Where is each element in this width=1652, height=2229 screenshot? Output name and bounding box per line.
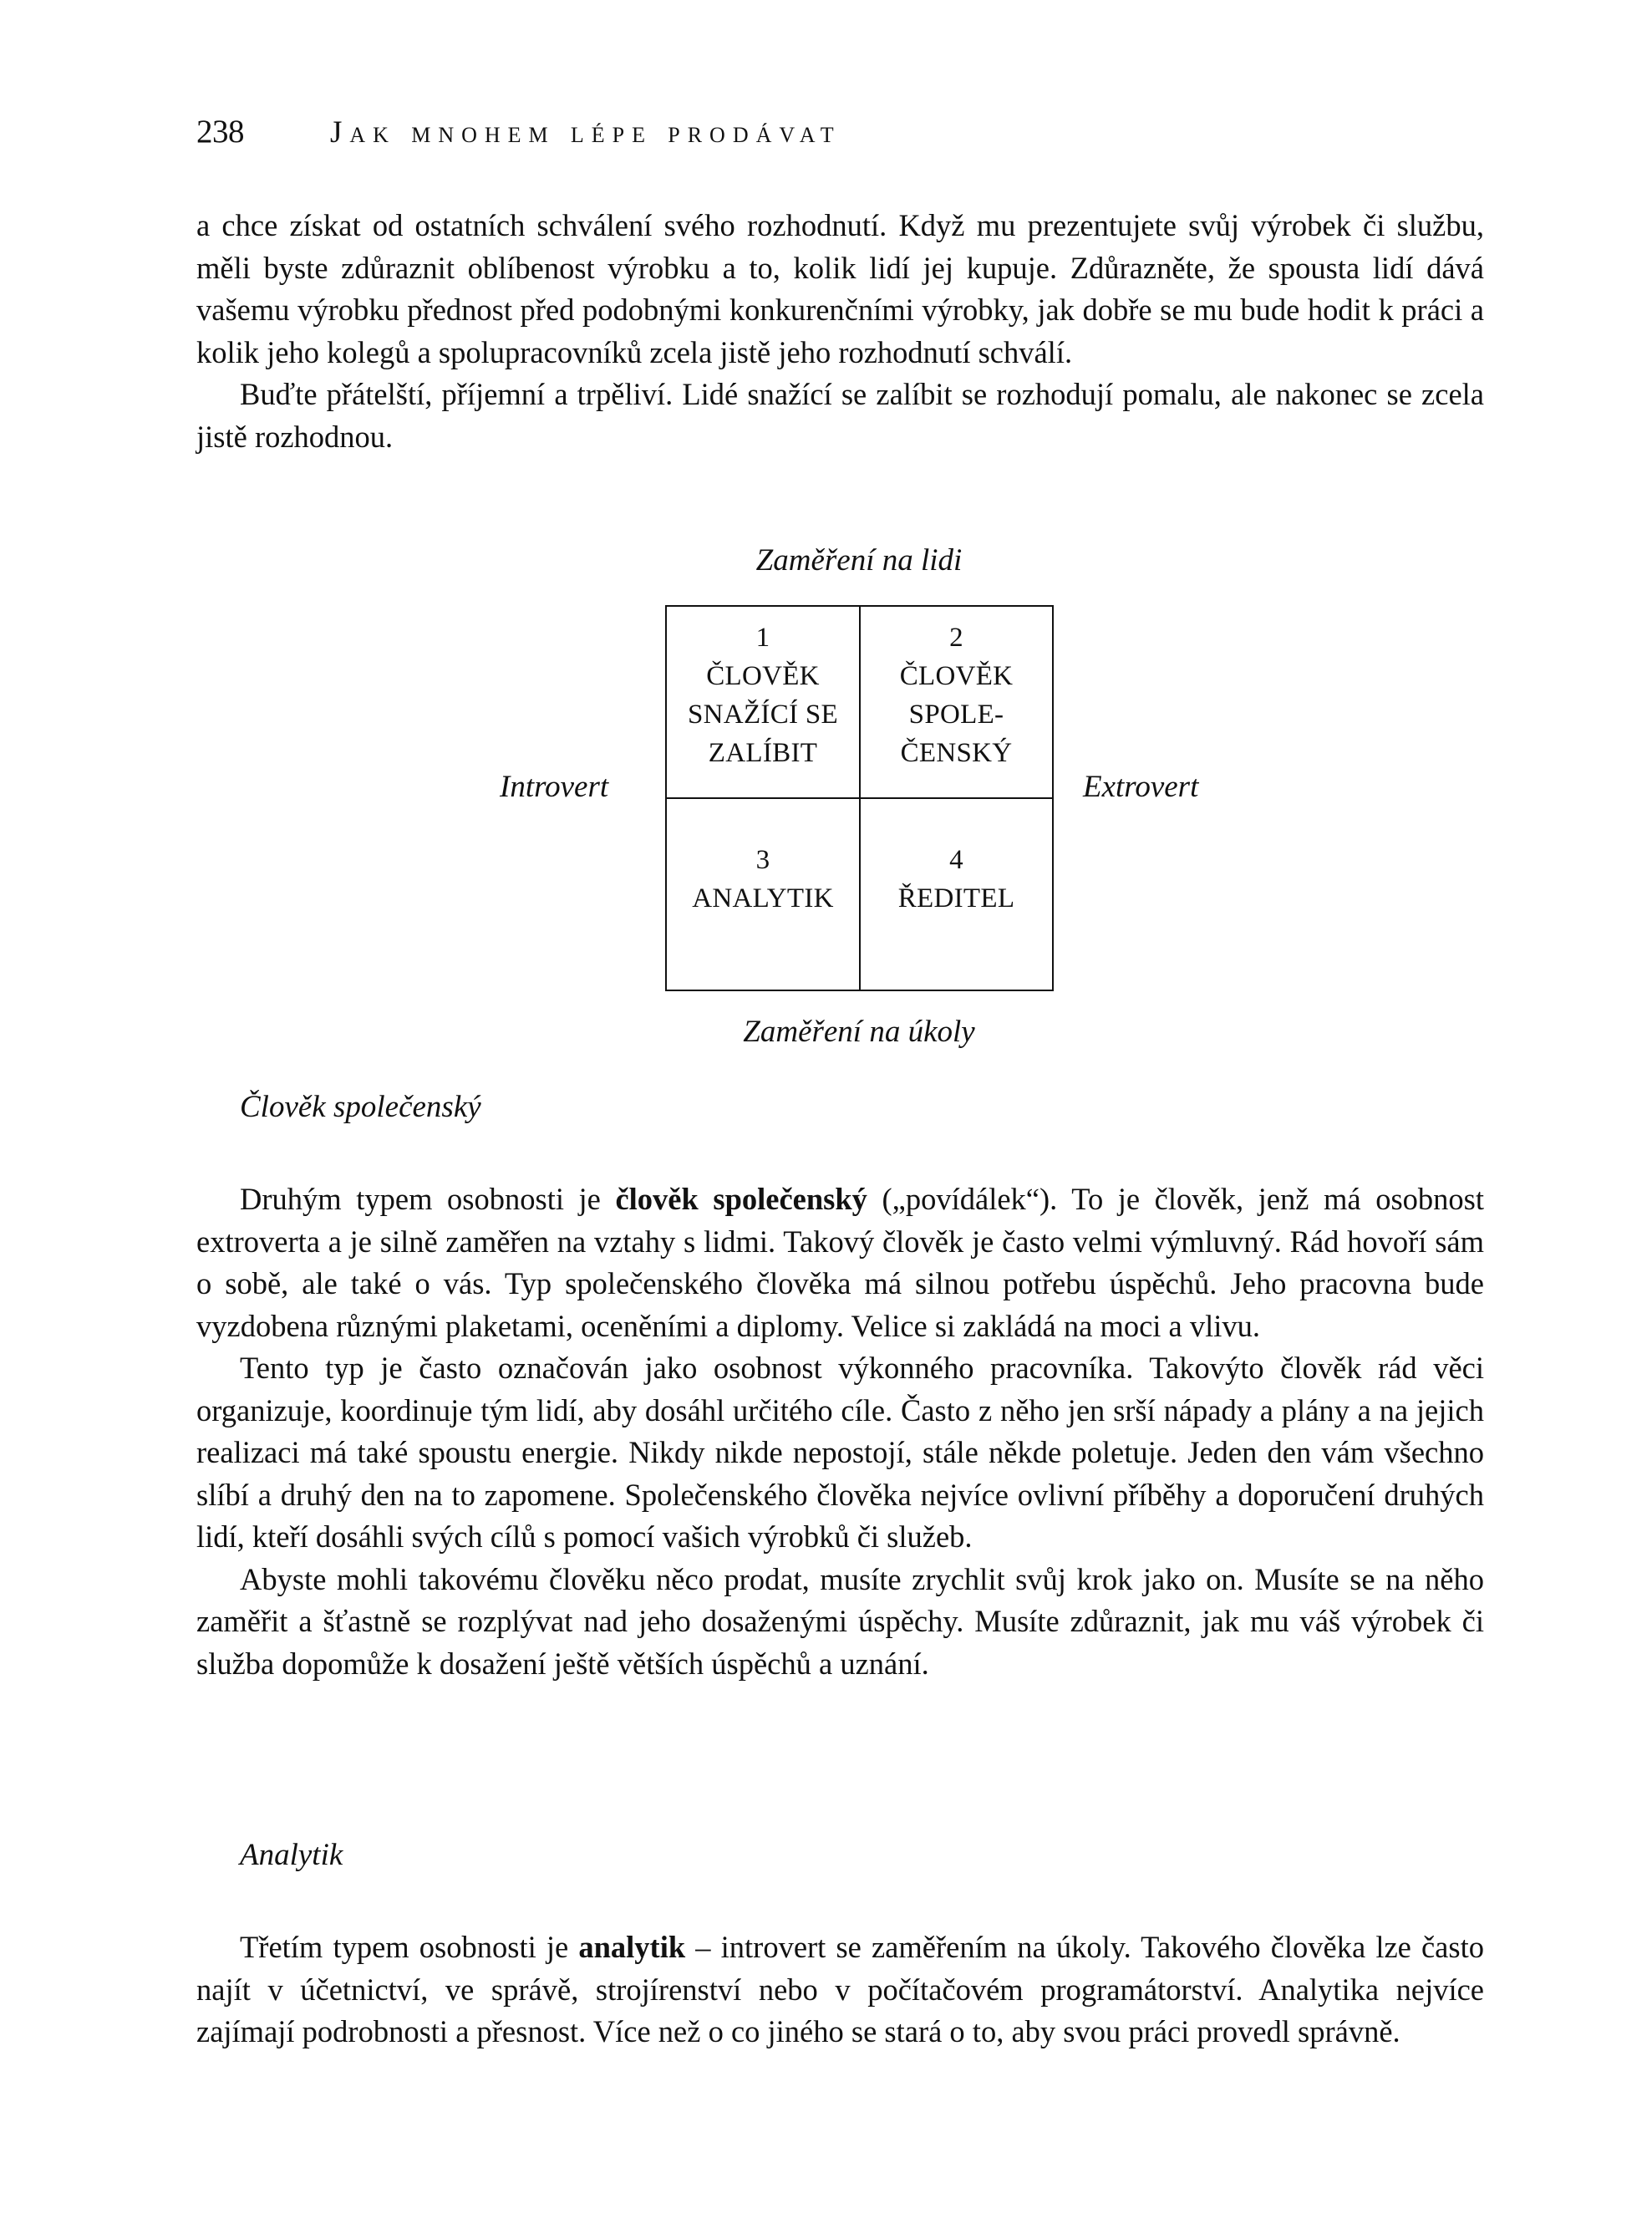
paragraph bbox=[196, 1178, 1484, 1347]
section-heading-analyst: Analytik bbox=[240, 1838, 343, 1872]
quadrant-label-line: ČLOVĚK bbox=[899, 661, 1014, 691]
top-axis-label: Zaměření na lidi bbox=[755, 543, 963, 578]
text-run: Druhým typem osobnosti je bbox=[240, 1182, 616, 1216]
paragraph: Tento typ je často označován jako osobnost výkonného pracovníka. Takovýto člověk rád věci organizuje, koordinuje tým lidí, aby dosáhl určitého cíle. Často z něho jen srší nápady a plány a na jejich realizaci má také spoustu energie. Nikdy nikde nepostojí, stále někde poletuje. Jeden den vám všechno slíbí a druhý den na to zapomene. Společenského člověka nejvíce ovlivní příběhy a doporučení druhých lidí, kteří dosáhli svých cílů s pomocí vašich výrobků či služeb. bbox=[196, 1351, 1484, 1554]
quadrant-1 bbox=[667, 607, 861, 799]
quadrant-number: 2 bbox=[949, 623, 963, 653]
quadrant-label-line: ZALÍBIT bbox=[708, 738, 818, 768]
text-run: („povídálek“). To je člověk, jenž má osobnost extroverta a je silně zaměřen na vztahy s lidmi. Takový člověk je často velmi výmluvný. Rád hovoří sám o sobě, ale také o vás. Typ společenského člověka má silnou potřebu úspěchů. Jeho pracovna bude vyzdobena různými plaketami, oceněními a diplomy. Velice si zakládá na moci a vlivu. bbox=[196, 1182, 1484, 1343]
text-run: – introvert se zaměřením na úkoly. Takového člověka lze často najít v účetnictví, ve správě, strojírenství nebo v počítačovém programátorství. Analytika nejvíce zajímají podrobnosti a přesnost. Více než o co jiného se stará o to, aby svou práci provedl správně. bbox=[196, 1930, 1484, 2048]
paragraph: Abyste mohli takovému člověku něco prodat, musíte zrychlit svůj krok jako on. Musíte se na něho zaměřit a šťastně se rozplývat nad jeho dosaženými úspěchy. Musíte zdůraznit, jak mu váš výrobek či služba dopomůže k dosažení ještě větších úspěchů a uznání. bbox=[196, 1561, 1484, 1681]
quadrant-label-line: SPOLE- bbox=[908, 700, 1004, 730]
paragraph: a chce získat od ostatních schválení svého rozhodnutí. Když mu prezentujete svůj výrobek či službu, měli byste zdůraznit oblíbenost výrobku a to, kolik lidí jej kupuje. Zdůrazněte, že spousta lidí dává vašemu výrobku přednost před podobnými konkurenčními výrobky, jak dobře se mu bude hodit k práci a kolik jeho kolegů a spolupracovníků zcela jistě jeho rozhodnutí schválí. bbox=[196, 208, 1484, 369]
bold-term: člověk společenský bbox=[615, 1182, 867, 1216]
page-number: 238 bbox=[196, 114, 244, 150]
quadrant-label-line: ANALYTIK bbox=[692, 883, 834, 913]
quadrant-2 bbox=[861, 607, 1052, 799]
intro-text bbox=[196, 205, 1484, 458]
quadrant-number: 3 bbox=[755, 845, 770, 875]
left-axis-label: Introvert bbox=[500, 770, 609, 804]
quadrant-number: 4 bbox=[949, 845, 963, 875]
section-social-text bbox=[196, 1178, 1484, 1685]
quadrant-3 bbox=[667, 799, 861, 990]
paragraph bbox=[196, 1926, 1484, 2053]
quadrant-grid bbox=[665, 605, 1054, 991]
bold-term: analytik bbox=[578, 1930, 686, 1964]
quadrant-number: 1 bbox=[755, 623, 770, 653]
section-heading-social: Člověk společenský bbox=[240, 1090, 481, 1124]
paragraph: Buďte přátelští, příjemní a trpěliví. Lidé snažící se zalíbit se rozhodují pomalu, ale nakonec se zcela jistě rozhodnou. bbox=[196, 377, 1484, 454]
quadrant-label-line: SNAŽÍCÍ SE bbox=[688, 700, 838, 730]
running-header bbox=[196, 111, 841, 154]
quadrant-4 bbox=[861, 799, 1052, 990]
running-title: Jak mnohem lépe prodávat bbox=[330, 115, 841, 150]
quadrant-label-line: ČLOVĚK bbox=[706, 661, 820, 691]
quadrant-label-line: ČENSKÝ bbox=[900, 738, 1013, 768]
section-analyst-text bbox=[196, 1926, 1484, 2053]
quadrant-label-line: ŘEDITEL bbox=[897, 883, 1015, 913]
bottom-axis-label: Zaměření na úkoly bbox=[743, 1015, 975, 1049]
text-run: Třetím typem osobnosti je bbox=[240, 1930, 579, 1964]
right-axis-label: Extrovert bbox=[1083, 770, 1199, 804]
